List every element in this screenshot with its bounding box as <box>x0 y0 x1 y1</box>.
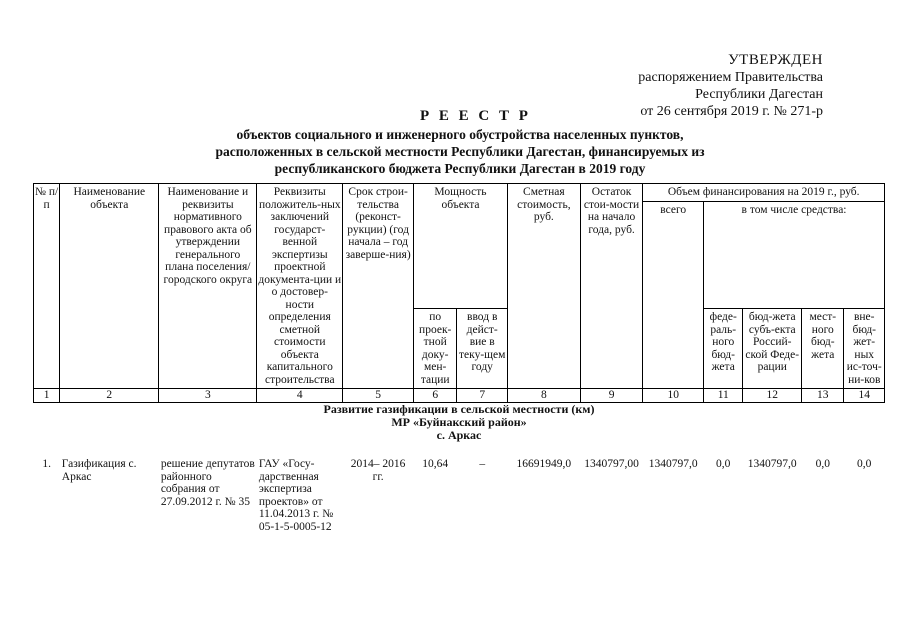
section-village: с. Аркас <box>436 428 482 442</box>
header-total: всего <box>643 201 704 389</box>
column-number: 13 <box>802 389 844 403</box>
header-local: мест-ного бюд-жета <box>802 309 844 389</box>
row-remaining-cost: 1340797,00 <box>584 458 639 470</box>
column-number: 3 <box>159 389 257 403</box>
table-row <box>34 456 885 535</box>
section-village-row <box>34 429 885 442</box>
header-num: № п/п <box>34 184 60 389</box>
registry-subtitle-line-3: республиканского бюджета Республики Дагестан в 2019 году <box>274 161 646 176</box>
approval-heading: УТВЕРЖДЕН <box>728 52 823 68</box>
column-number: 5 <box>343 389 414 403</box>
row-legal-act: решение депутатов районного собрания от 27.09.2012 г. № 35 <box>160 458 255 508</box>
column-number: 10 <box>643 389 704 403</box>
header-extra: вне-бюд-жет-ных ис-точ-ни-ков <box>844 309 885 389</box>
row-num: 1. <box>42 458 51 470</box>
column-number: 8 <box>507 389 580 403</box>
registry-subtitle <box>170 126 750 177</box>
header-capacity-commission: ввод в дейст-вие в теку-щем году <box>457 309 508 389</box>
approval-line-1: распоряжением Правительства <box>638 70 823 85</box>
row-federal: 0,0 <box>716 458 731 470</box>
header-federal: феде-раль-ного бюд-жета <box>704 309 743 389</box>
section-district: МР «Буйнакский район» <box>391 415 527 429</box>
header-object-name: Наименование объекта <box>60 184 159 389</box>
registry-title: Р Е Е С Т Р <box>420 108 531 124</box>
column-number: 2 <box>60 389 159 403</box>
row-estimated-cost: 16691949,0 <box>516 458 572 470</box>
row-expertise: ГАУ «Госу-дарственная экспертиза проектов» от 11.04.2013 г. № 05-1-5-0005-12 <box>258 458 334 533</box>
header-legal-act: Наименование и реквизиты нормативного правового акта об утверждении генерального плана поселения/ городского округа <box>159 184 257 389</box>
registry-table <box>33 183 885 535</box>
row-capacity-project: 10,64 <box>422 458 449 470</box>
column-number: 7 <box>457 389 508 403</box>
row-regional: 1340797,0 <box>747 458 797 470</box>
column-number: 4 <box>257 389 343 403</box>
header-capacity-project: по проек-тной доку-мен-тации <box>413 309 456 389</box>
column-number: 12 <box>743 389 802 403</box>
registry-subtitle-line-1: объектов социального и инженерного обустройства населенных пунктов, <box>236 127 684 142</box>
column-number-row <box>34 389 885 403</box>
column-number: 1 <box>34 389 60 403</box>
header-capacity: Мощность объекта <box>413 184 507 309</box>
row-total: 1340797,0 <box>648 458 698 470</box>
row-extra: 0,0 <box>857 458 872 470</box>
header-regional: бюд-жета субъ-екта Россий-ской Феде-рации <box>743 309 802 389</box>
section-title: Развитие газификации в сельской местности (км) <box>323 402 595 416</box>
approval-line-2: Республики Дагестан <box>695 87 823 102</box>
header-expertise: Реквизиты положитель-ных заключений государст-венной экспертизы проектной документа-ции и о достовер-ности определения сметной стоимости объекта капитального строительства <box>257 184 343 389</box>
approval-line-3: от 26 сентября 2019 г. № 271-р <box>640 104 823 119</box>
header-financing: Объем финансирования на 2019 г., руб. <box>643 184 885 202</box>
registry-subtitle-line-2: расположенных в сельской местности Республики Дагестан, финансируемых из <box>215 144 705 159</box>
column-number: 11 <box>704 389 743 403</box>
row-object-name: Газификация с. Аркас <box>61 458 137 483</box>
header-including: в том числе средства: <box>704 201 885 309</box>
column-number: 9 <box>580 389 643 403</box>
header-remaining-cost: Остаток стои-мости на начало года, руб. <box>580 184 643 389</box>
approval-block <box>638 52 823 120</box>
section-title-row <box>34 403 885 417</box>
header-term: Срок строи-тельства (реконст-рукции) (год начала – год заверше-ния) <box>343 184 414 389</box>
column-number: 14 <box>844 389 885 403</box>
row-term: 2014– 2016 гг. <box>350 458 406 483</box>
header-estimated-cost: Сметная стоимость, руб. <box>507 184 580 389</box>
column-number: 6 <box>413 389 456 403</box>
row-local: 0,0 <box>815 458 830 470</box>
row-capacity-commission: – <box>479 458 486 470</box>
